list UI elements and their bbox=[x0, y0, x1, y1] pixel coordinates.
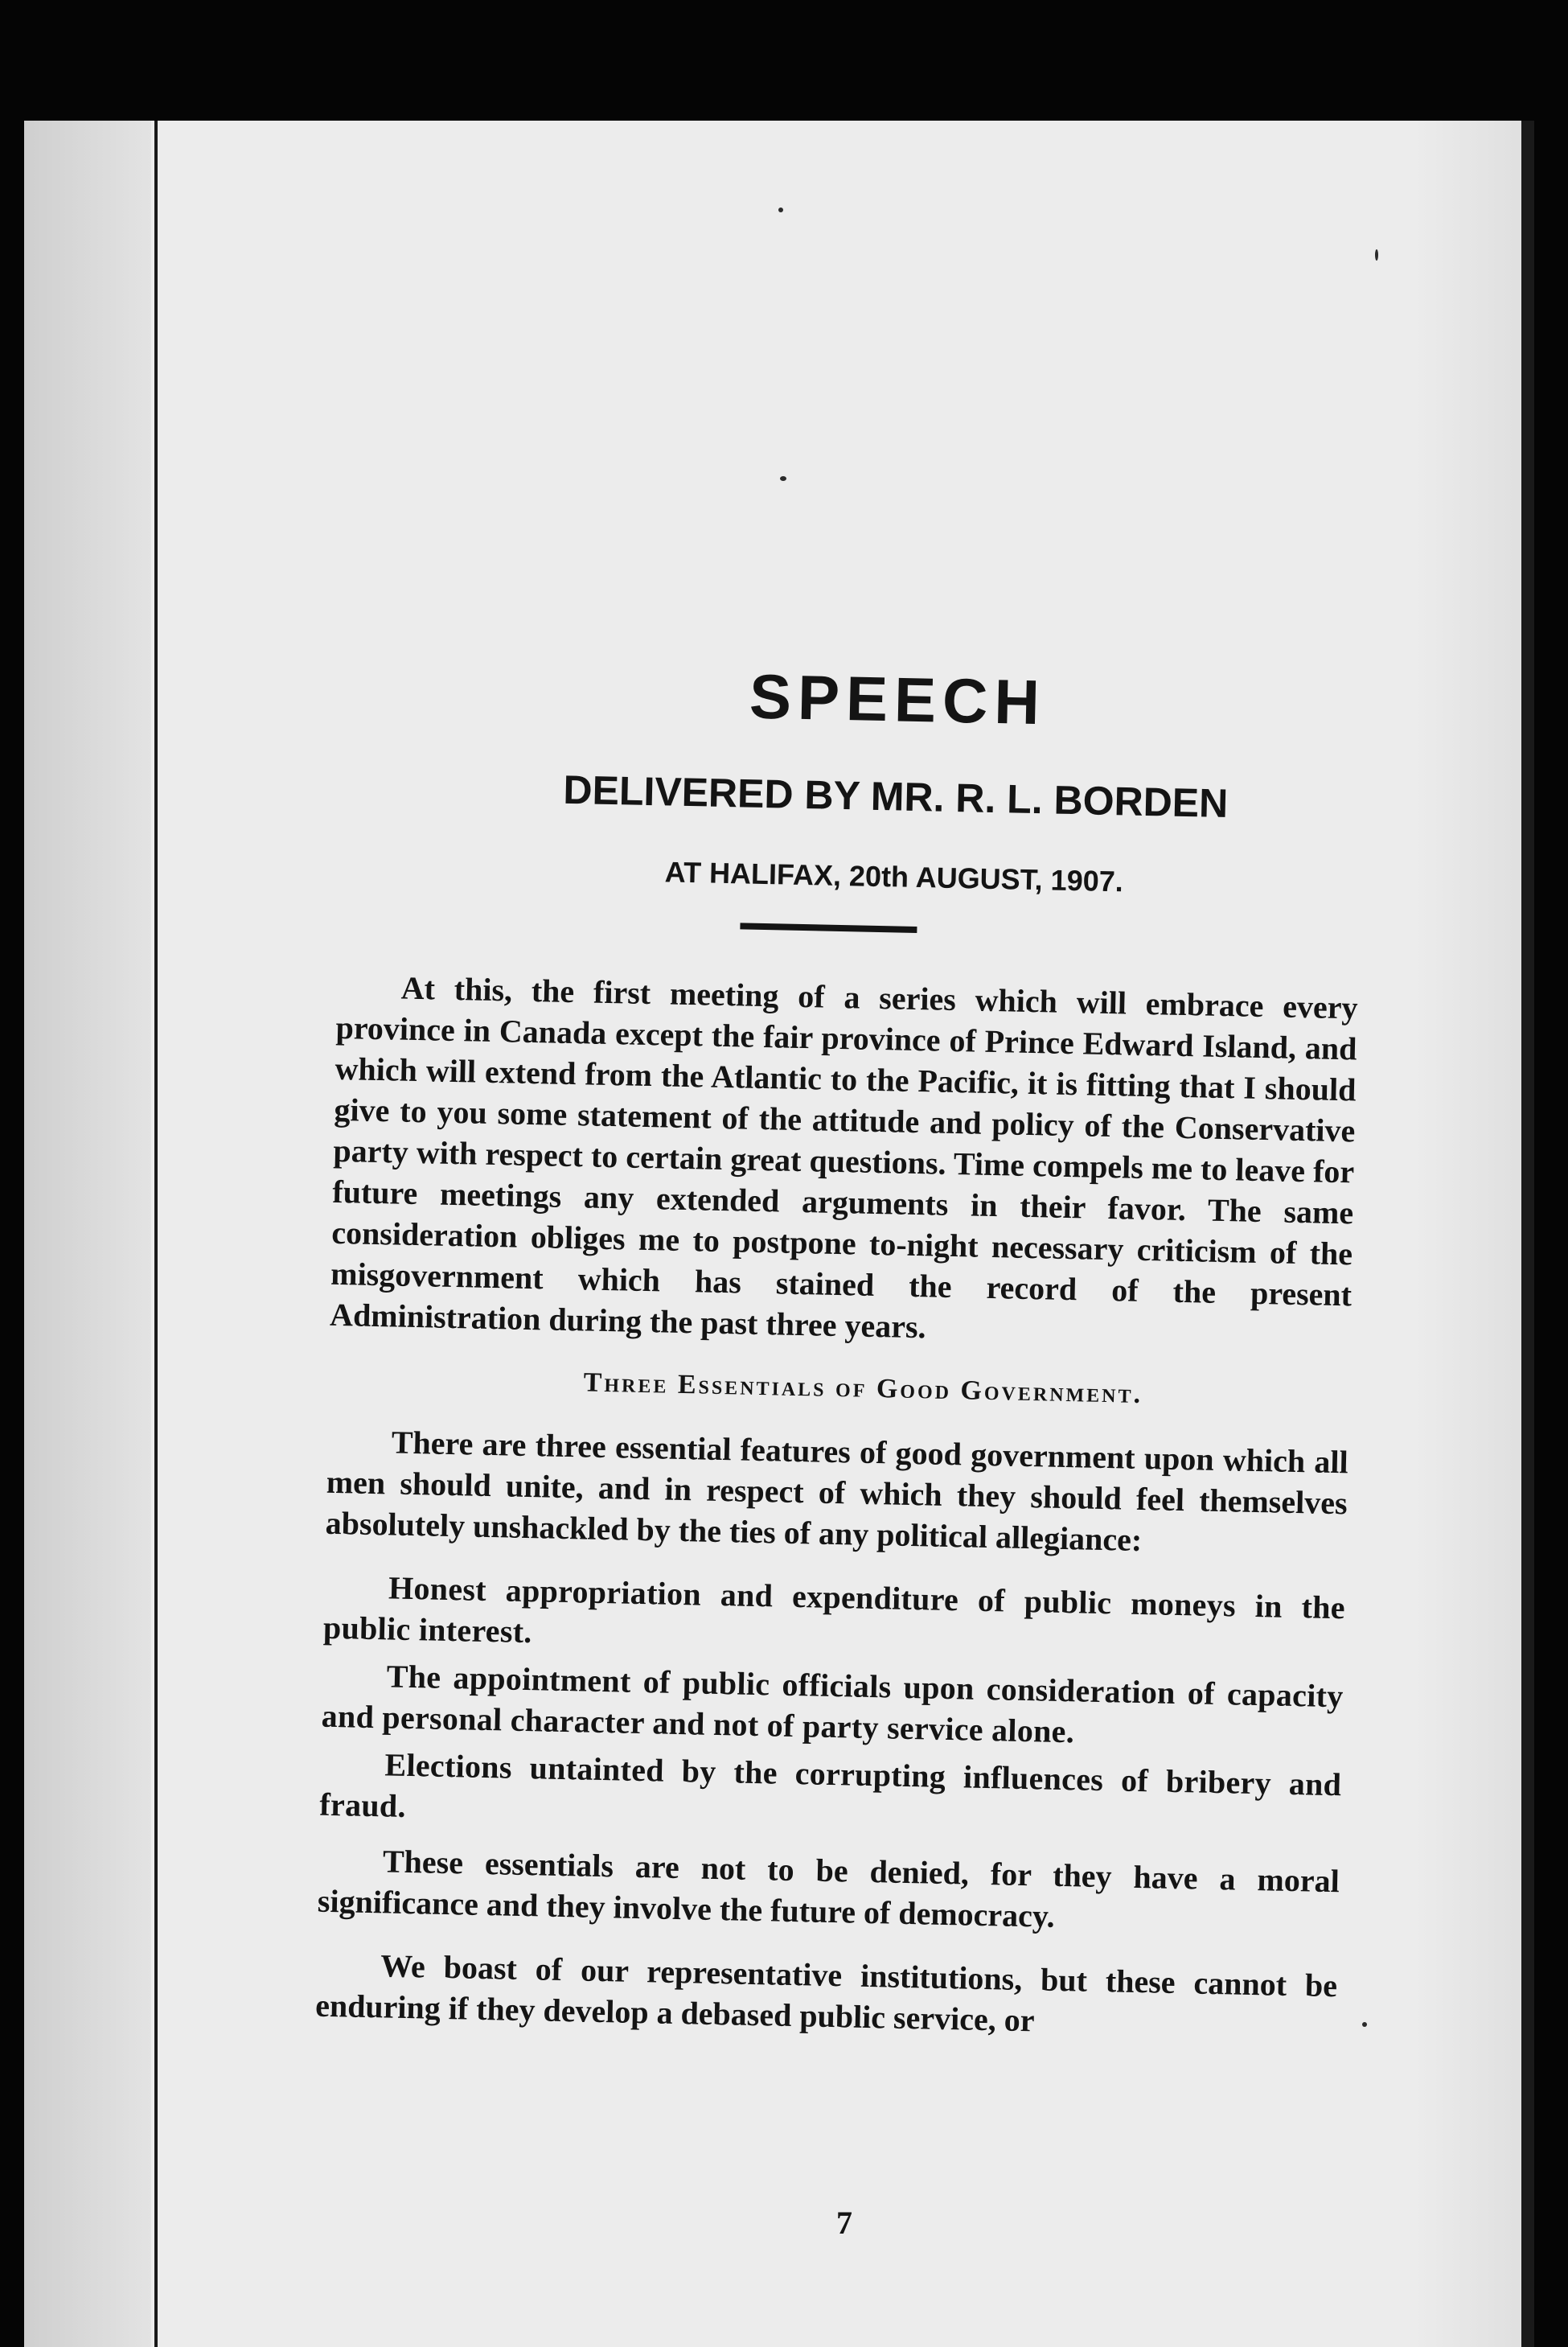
essential-item: Honest appropriation and expenditure of public moneys in the public interest. bbox=[322, 1569, 1346, 1650]
essential-item: Elections untainted by the corrupting influences of bribery and fraud. bbox=[318, 1746, 1342, 1824]
final-paragraph: We boast of our representative institutions, but these cannot be enduring if they develop a debased public service, or bbox=[314, 1947, 1338, 2039]
title-rule bbox=[740, 923, 917, 933]
page-number: 7 bbox=[836, 2205, 852, 2241]
speech-text bbox=[314, 555, 1367, 2070]
dust-speck bbox=[780, 476, 786, 481]
closing-paragraph: These essentials are not to be denied, for they have a moral significance and they involve the future of democracy. bbox=[317, 1843, 1340, 1934]
dust-speck bbox=[1375, 249, 1378, 261]
facing-page-edge bbox=[24, 121, 151, 2347]
page-gutter bbox=[154, 121, 158, 2347]
section-heading: Three Essentials of Good Government. bbox=[583, 1367, 1143, 1409]
speaker-line: DELIVERED BY MR. R. L. BORDEN bbox=[562, 767, 1229, 827]
location-date: AT HALIFAX, 20th AUGUST, 1907. bbox=[664, 855, 1124, 898]
essential-item: The appointment of public officials upon consideration of capacity and personal character and not of party service alone. bbox=[321, 1658, 1344, 1750]
dust-speck bbox=[1362, 2022, 1367, 2027]
essentials-intro: There are three essential features of good government upon which all men should unite, and in respect of which they should feel themselves absolutely unshackled by the ties of any political allegiance: bbox=[325, 1424, 1349, 1559]
page-title: SPEECH bbox=[749, 660, 1047, 738]
dust-speck bbox=[778, 208, 783, 212]
page-right-edge bbox=[1521, 121, 1534, 2347]
intro-paragraph: At this, the first meeting of a series which will embrace every province in Canada except the fair province of Prince Edward Island, and which will extend from the Atlantic to the Pacific, it is fitting that I should give to you some statement of the attitude and policy of the Conservative party with respect to certain great questions. Time compels me to leave for future meetings any extended arguments in their favor. The same consideration obliges me to postpone to-night necessary criticism of the misgovernment which has stained the record of the present Administration during the past three years. bbox=[329, 969, 1358, 1346]
